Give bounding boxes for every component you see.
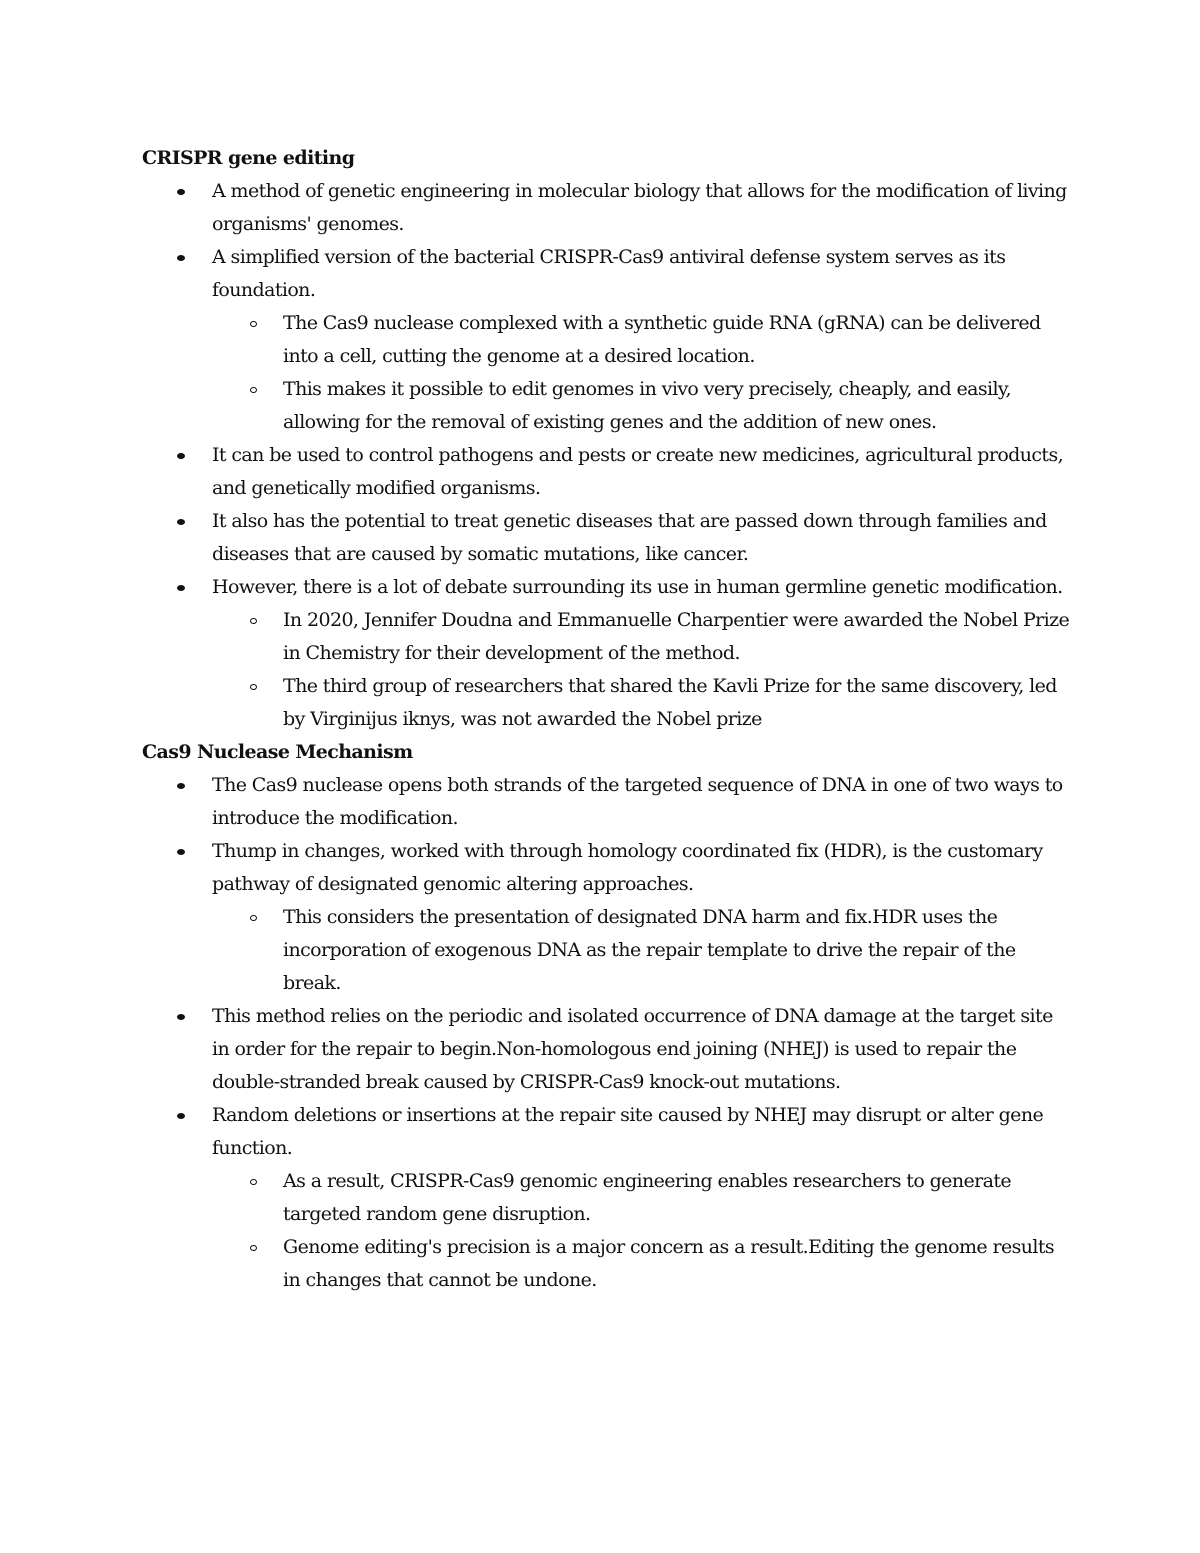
bullet-dot-icon <box>175 1099 187 1132</box>
list-item <box>142 1000 1072 1099</box>
sub-list-item <box>142 1165 1072 1231</box>
bullet-dot-icon <box>175 835 187 868</box>
list-item <box>142 835 1072 901</box>
bullet-dot-icon <box>175 505 187 538</box>
bullet-ring-icon <box>247 901 259 934</box>
list-item-text: It can be used to control pathogens and pests or create new medicines, agricultural products, and genetically modified organisms. <box>212 444 1064 499</box>
document-body <box>142 142 1072 1297</box>
list-item-text: Random deletions or insertions at the repair site caused by NHEJ may disrupt or alter gene function. <box>212 1104 1044 1159</box>
bullet-dot-icon <box>175 769 187 802</box>
bullet-ring-icon <box>247 1165 259 1198</box>
list-item <box>142 175 1072 241</box>
sub-list-item <box>142 307 1072 373</box>
list-item-text: This considers the presentation of designated DNA harm and fix.HDR uses the incorporation of exogenous DNA as the repair template to drive the repair of the break. <box>283 906 1016 994</box>
sub-list-item <box>142 670 1072 736</box>
list-item-text: This makes it possible to edit genomes in vivo very precisely, cheaply, and easily, allowing for the removal of existing genes and the addition of new ones. <box>283 378 1011 433</box>
section-heading: CRISPR gene editing <box>142 147 355 169</box>
bullet-ring-icon <box>247 604 259 637</box>
list-item-text: However, there is a lot of debate surrounding its use in human germline genetic modification. <box>212 576 1063 598</box>
list-item-text: A method of genetic engineering in molecular biology that allows for the modification of living organisms' genomes. <box>212 180 1067 235</box>
list-item <box>142 1099 1072 1165</box>
list-item <box>142 769 1072 835</box>
list-item-text: The Cas9 nuclease opens both strands of the targeted sequence of DNA in one of two ways to introduce the modification. <box>212 774 1063 829</box>
section-crispr-gene-editing <box>142 142 1072 736</box>
bullet-ring-icon <box>247 307 259 340</box>
sub-list-item <box>142 373 1072 439</box>
list-item-text: The Cas9 nuclease complexed with a synthetic guide RNA (gRNA) can be delivered into a cell, cutting the genome at a desired location. <box>283 312 1041 367</box>
bullet-dot-icon <box>175 439 187 472</box>
list-item-text: The third group of researchers that shared the Kavli Prize for the same discovery, led by Virginijus iknys, was not awarded the Nobel prize <box>283 675 1057 730</box>
bullet-dot-icon <box>175 175 187 208</box>
bullet-dot-icon <box>175 1000 187 1033</box>
section-heading: Cas9 Nuclease Mechanism <box>142 741 413 763</box>
list-item-text: This method relies on the periodic and isolated occurrence of DNA damage at the target site in order for the repair to begin.Non-homologous end joining (NHEJ) is used to repair the double-stranded break caused by CRISPR-Cas9 knock-out mutations. <box>212 1005 1053 1093</box>
list-item-text: In 2020, Jennifer Doudna and Emmanuelle Charpentier were awarded the Nobel Prize in Chemistry for their development of the method. <box>283 609 1070 664</box>
list-item-text: It also has the potential to treat genetic diseases that are passed down through families and diseases that are caused by somatic mutations, like cancer. <box>212 510 1047 565</box>
bullet-dot-icon <box>175 571 187 604</box>
section-cas9-nuclease-mechanism <box>142 736 1072 1297</box>
list-item <box>142 439 1072 505</box>
sub-list-item <box>142 1231 1072 1297</box>
bullet-dot-icon <box>175 241 187 274</box>
list-item-text: Genome editing's precision is a major concern as a result.Editing the genome results in changes that cannot be undone. <box>283 1236 1055 1291</box>
list-item <box>142 241 1072 307</box>
list-item-text: Thump in changes, worked with through homology coordinated fix (HDR), is the customary pathway of designated genomic altering approaches. <box>212 840 1043 895</box>
bullet-ring-icon <box>247 373 259 406</box>
list-item-text: As a result, CRISPR-Cas9 genomic engineering enables researchers to generate targeted random gene disruption. <box>283 1170 1012 1225</box>
sub-list-item <box>142 604 1072 670</box>
sub-list-item <box>142 901 1072 1000</box>
bullet-ring-icon <box>247 670 259 703</box>
list-item-text: A simplified version of the bacterial CRISPR-Cas9 antiviral defense system serves as its foundation. <box>212 246 1006 301</box>
list-item <box>142 505 1072 571</box>
bullet-ring-icon <box>247 1231 259 1264</box>
list-item <box>142 571 1072 604</box>
